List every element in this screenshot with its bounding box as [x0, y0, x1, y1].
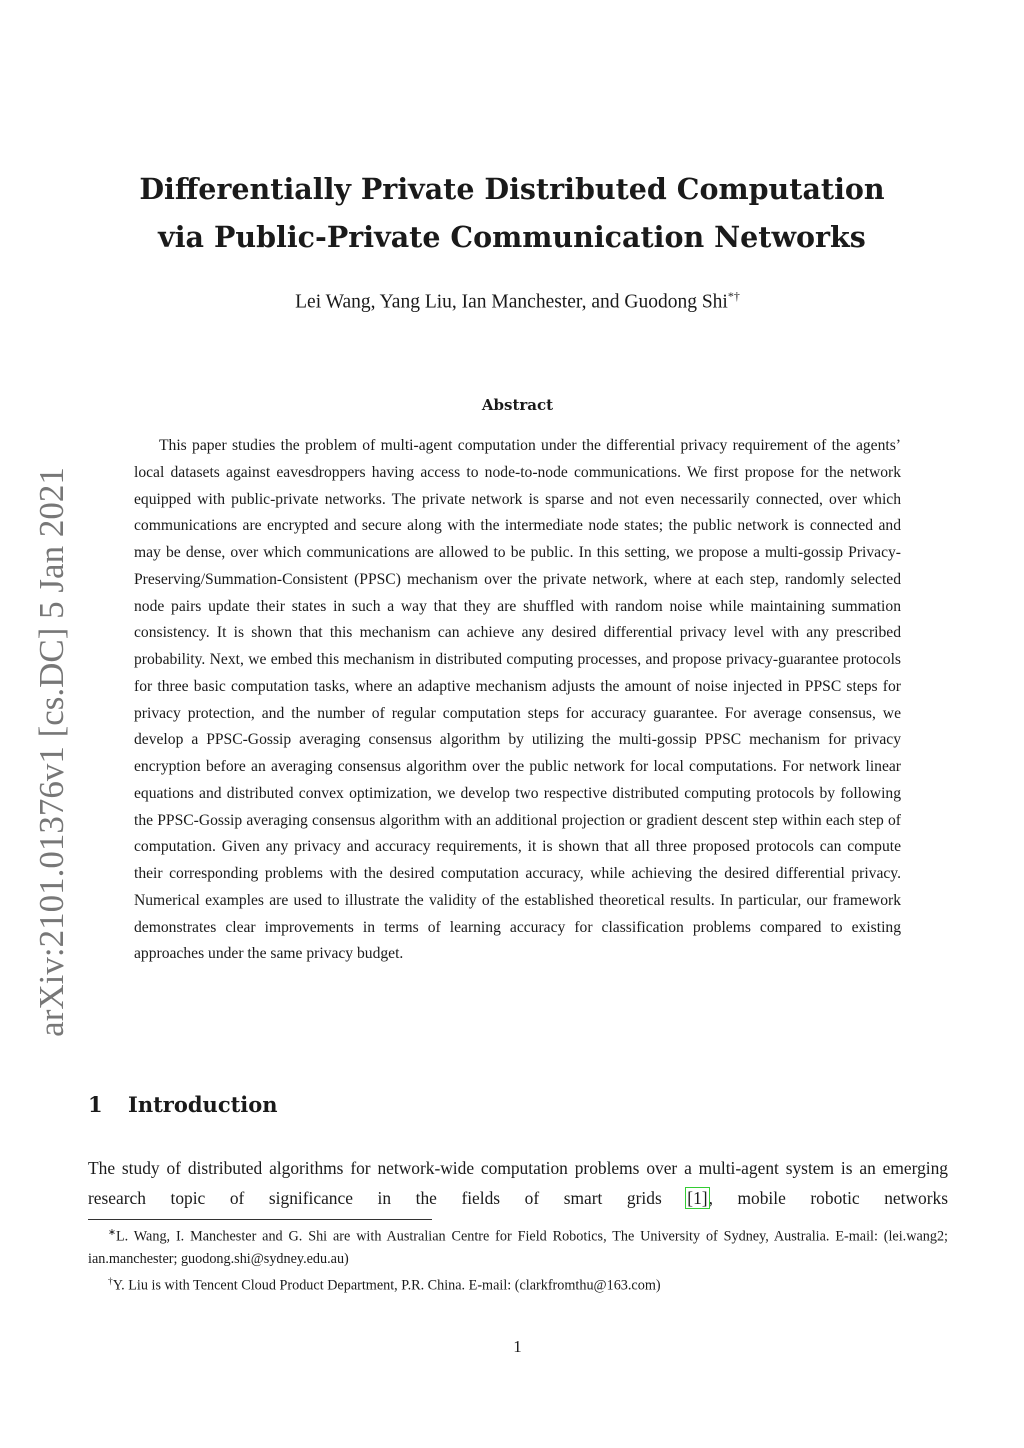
abstract-heading: Abstract	[481, 396, 554, 414]
footnote-2-text: Y. Liu is with Tencent Cloud Product Department, P.R. China. E-mail: (clarkfromthu@163.com)	[112, 1277, 661, 1294]
intro-paragraph	[88, 1153, 948, 1213]
abstract-text: This paper studies the problem of multi-agent computation under the differential privacy requirement of the agents’ local datasets against eavesdroppers having access to node-to-node communications. We first propose for the network equipped with public-private networks. The private network is sparse and not even necessarily connected, over which communications are encrypted and secure along with the intermediate node states; the public network is connected and may be dense, over which communications are allowed to be public. In this setting, we propose a multi-gossip Privacy-Preserving/Summation-Consistent (PPSC) mechanism over the private network, where at each step, randomly selected node pairs update their states in such a way that they are shuffled with random noise while maintaining summation consistency. It is shown that this mechanism can achieve any desired differential privacy level with any prescribed probability. Next, we embed this mechanism in distributed computing processes, and propose privacy-guarantee protocols for three basic computation tasks, where an adaptive mechanism adjusts the amount of noise injected in PPSC steps for privacy protection, and the number of regular computation steps for accuracy guarantee. For average consensus, we develop a PPSC-Gossip averaging consensus algorithm by utilizing the multi-gossip PPSC mechanism for privacy encryption before an averaging consensus algorithm over the public network for local computations. For network linear equations and distributed convex optimization, we develop two respective distributed computing protocols by following the PPSC-Gossip averaging consensus algorithm with an additional projection or gradient descent step within each step of computation. Given any privacy and accuracy requirements, it is shown that all three proposed protocols can compute their corresponding problems with the desired computation accuracy, while achieving the desired differential privacy. Numerical examples are used to illustrate the validity of the established theoretical results. In particular, our framework demonstrates clear improvements in terms of learning accuracy for classification problems compared to existing approaches under the same privacy budget.	[134, 437, 901, 963]
section-number: 1	[88, 1092, 103, 1117]
footnote-divider	[88, 1219, 432, 1220]
section-heading	[88, 1092, 278, 1117]
footnote-1-mark: ∗	[108, 1228, 116, 1238]
author-footnote-marks: *†	[727, 289, 740, 303]
citation-link[interactable]: [1]	[687, 1188, 708, 1208]
author-names: Lei Wang, Yang Liu, Ian Manchester, and Guodong Shi	[295, 291, 728, 313]
author-list	[0, 289, 1024, 314]
footnote-2-mark: †	[108, 1276, 113, 1287]
footnote-1-text: L. Wang, I. Manchester and G. Shi are with Australian Centre for Field Robotics, The University of Sydney, Australia. E-mail: (lei.wang2; ian.manchester; guodong.shi@sydney.edu.au)	[88, 1228, 948, 1268]
title-line-1: Differentially Private Distributed Computation	[139, 172, 885, 206]
footnote-2	[88, 1271, 948, 1297]
title-line-2: via Public-Private Communication Networks	[158, 220, 866, 254]
page-number: 1	[513, 1337, 522, 1356]
section-title: Introduction	[128, 1092, 278, 1117]
footnote-1	[88, 1222, 948, 1271]
arxiv-identifier-text: arXiv:2101.01376v1 [cs.DC] 5 Jan 2021	[32, 467, 71, 1037]
paper-title	[0, 165, 1024, 261]
footnotes	[88, 1222, 948, 1297]
intro-text-end: , mobile robotic networks	[708, 1188, 948, 1208]
intro-text-start: The study of distributed algorithms for network-wide computation problems over a multi-agent system is an emerging research topic of significance in the fields of smart grids	[88, 1158, 948, 1208]
